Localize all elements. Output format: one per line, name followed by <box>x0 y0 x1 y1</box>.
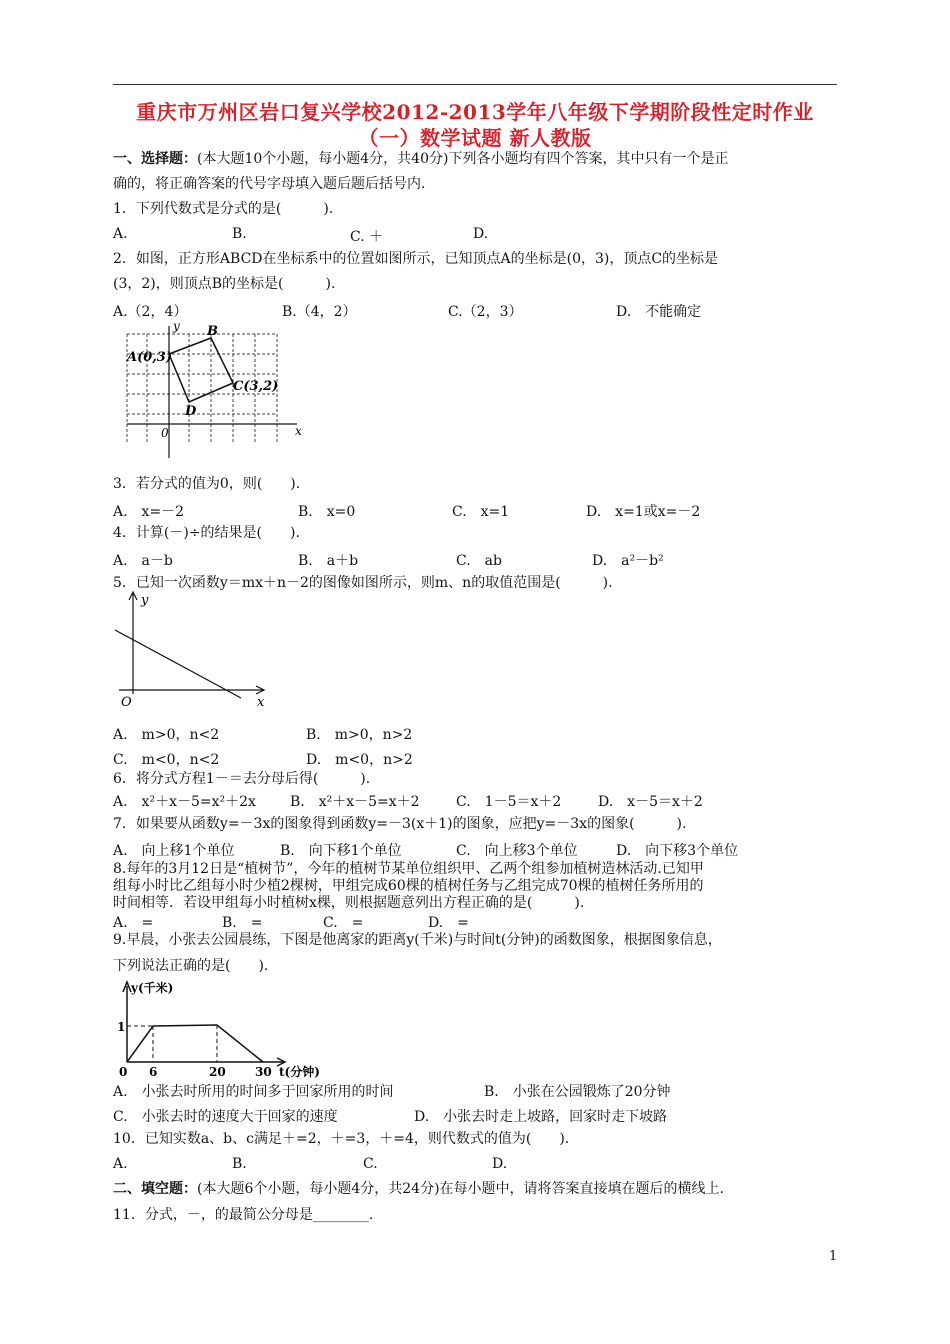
q2-option-d: D. 不能确定 <box>616 304 702 320</box>
q2-origin-label: 0 <box>161 426 169 440</box>
q1-option-c: C. ＋ <box>350 229 384 245</box>
q9-x-label: t(分钟) <box>279 1065 320 1078</box>
section1-desc-b: 确的，将正确答案的代号字母填入题后题后括号内. <box>113 176 426 192</box>
q9-tick-20: 20 <box>209 1065 226 1078</box>
q7-option-b: B. 向下移1个单位 <box>280 843 402 859</box>
q3-text: 3．若分式的值为0，则( ). <box>113 476 301 492</box>
q8-option-b: B. = <box>222 915 263 931</box>
q4-option-c: C. ab <box>456 553 502 569</box>
q8-text-a: 8.每年的3月12日是“植树节”，今年的植树节某单位组织甲、乙两个组参加植树造林活动.已知甲 <box>113 861 704 877</box>
q9-y-label: y(千米) <box>131 981 174 995</box>
q6-option-d: D. x－5＝x＋2 <box>598 794 703 810</box>
section1-desc-a: (本大题10个小题，每小题4分，共40分)下列各小题均有四个答案，其中只有一个是正 <box>197 151 729 167</box>
q2-point-b-label: B <box>207 324 218 339</box>
q5-y-label: y <box>141 593 149 608</box>
q4-option-b: B. a＋b <box>298 553 359 569</box>
q2-option-b: B.（4，2） <box>282 304 357 320</box>
q7-text: 7．如果要从函数y=－3x的图象得到函数y=－3(x＋1)的图象，应把y=－3x的图象( ). <box>113 816 687 832</box>
q4-option-a: A. a－b <box>113 553 173 569</box>
q4-option-d: D. a²－b² <box>592 553 664 569</box>
q1-text: 1．下列代数式是分式的是( ). <box>113 201 334 217</box>
q1-option-a: A. <box>113 226 128 242</box>
q10-option-c: C. <box>363 1156 378 1172</box>
q5-option-d: D. m<0，n>2 <box>306 752 413 768</box>
section2-intro <box>113 1181 724 1198</box>
q5-function-line <box>115 630 241 698</box>
q1-option-b: B. <box>232 226 247 242</box>
q6-option-b: B. x²＋x－5=x＋2 <box>290 794 420 810</box>
q9-tick-6: 6 <box>149 1065 158 1078</box>
q9-option-d: D. 小张去时走上坡路，回家时走下坡路 <box>414 1109 668 1125</box>
q11-text: 11．分式，－，的最简公分母是________. <box>113 1207 374 1223</box>
q7-option-d: D. 向下移3个单位 <box>616 843 739 859</box>
q9-tick-30: 30 <box>255 1065 272 1078</box>
q7-option-a: A. 向上移1个单位 <box>113 843 235 859</box>
q5-text: 5．已知一次函数y＝mx＋n－2的图像如图所示，则m、n的取值范围是( ). <box>113 575 613 591</box>
q9-text-b: 下列说法正确的是( ). <box>113 958 269 974</box>
q9-option-c: C. 小张去时的速度大于回家的速度 <box>113 1109 338 1125</box>
q8-option-a: A. = <box>113 915 154 931</box>
q10-option-a: A. <box>113 1156 128 1172</box>
q5-option-b: B. m>0，n>2 <box>306 727 413 743</box>
q10-text: 10．已知实数a、b、c满足＋=2，＋=3，＋=4，则代数式的值为( ). <box>113 1131 570 1147</box>
q2-point-d-label: D <box>185 404 197 419</box>
q9-text-a: 9.早晨，小张去公园晨练，下图是他离家的距离y(千米)与时间t(分钟)的函数图象，根据图象信息， <box>113 932 722 948</box>
section2-desc: (本大题6个小题，每小题4分，共24分)在每小题中，请将答案直接填在题后的横线上. <box>197 1181 725 1197</box>
q4-text: 4．计算(－)÷的结果是( ). <box>113 525 300 541</box>
q2-option-a: A.（2，4） <box>113 304 188 320</box>
q8-text-c: 时间相等．若设甲组每小时植树x棵，则根据题意列出方程正确的是( ). <box>113 895 585 911</box>
q5-x-label: x <box>257 695 265 710</box>
q8-option-d: D. = <box>428 915 469 931</box>
q9-distance-line <box>127 1025 263 1062</box>
section1-intro <box>113 151 728 168</box>
q2-text-a: 2．如图，正方形ABCD在坐标系中的位置如图所示，已知顶点A的坐标是(0，3)，顶点C的坐标是 <box>113 251 719 267</box>
q2-point-a-label: A(0,3) <box>127 350 173 365</box>
q2-square-abcd <box>169 338 233 402</box>
q9-option-b: B. 小张在公园锻炼了20分钟 <box>484 1084 671 1100</box>
section2-heading: 二、填空题： <box>113 1181 197 1197</box>
q5-option-a: A. m>0，n<2 <box>113 727 220 743</box>
q6-option-a: A. x²＋x－5=x²＋2x <box>113 794 256 810</box>
q1-option-d: D. <box>473 226 489 242</box>
q8-text-b: 组每小时比乙组每小时少植2棵树，甲组完成60棵的植树任务与乙组完成70棵的植树任务所用的 <box>113 878 704 894</box>
q9-distance-time-graph <box>113 978 328 1078</box>
q2-option-c: C.（2，3） <box>448 304 523 320</box>
q6-text: 6．将分式方程1－＝去分母后得( ). <box>113 771 371 787</box>
q5-option-c: C. m<0，n<2 <box>113 752 220 768</box>
q9-origin-label: 0 <box>119 1065 128 1078</box>
q3-option-d: D. x=1或x=－2 <box>586 504 701 520</box>
q10-option-d: D. <box>492 1156 508 1172</box>
q3-option-b: B. x=0 <box>298 504 356 520</box>
q2-y-label: y <box>173 319 180 333</box>
q5-linear-graph <box>113 590 273 710</box>
q3-option-a: A. x=－2 <box>113 504 185 520</box>
doc-title-line2: （一）数学试题 新人教版 <box>358 126 592 150</box>
q8-option-c: C. = <box>323 915 364 931</box>
q2-square-figure <box>113 318 313 463</box>
q3-option-c: C. x=1 <box>452 504 510 520</box>
doc-title-line1: 重庆市万州区岩口复兴学校2012-2013学年八年级下学期阶段性定时作业 <box>136 100 814 124</box>
q10-option-b: B. <box>232 1156 247 1172</box>
q9-option-a: A. 小张去时所用的时间多于回家所用的时间 <box>113 1084 394 1100</box>
top-rule <box>113 84 837 85</box>
q2-x-label: x <box>295 424 302 438</box>
q9-tick-1: 1 <box>117 1020 126 1034</box>
q2-text-b: (3，2)，则顶点B的坐标是( ). <box>113 276 336 292</box>
page-number: 1 <box>829 1249 838 1264</box>
q6-option-c: C. 1－5＝x＋2 <box>456 794 562 810</box>
section1-heading: 一、选择题： <box>113 151 197 167</box>
q5-origin-label: O <box>121 695 132 710</box>
q2-point-c-label: C(3,2) <box>233 379 279 394</box>
q7-option-c: C. 向上移3个单位 <box>456 843 578 859</box>
